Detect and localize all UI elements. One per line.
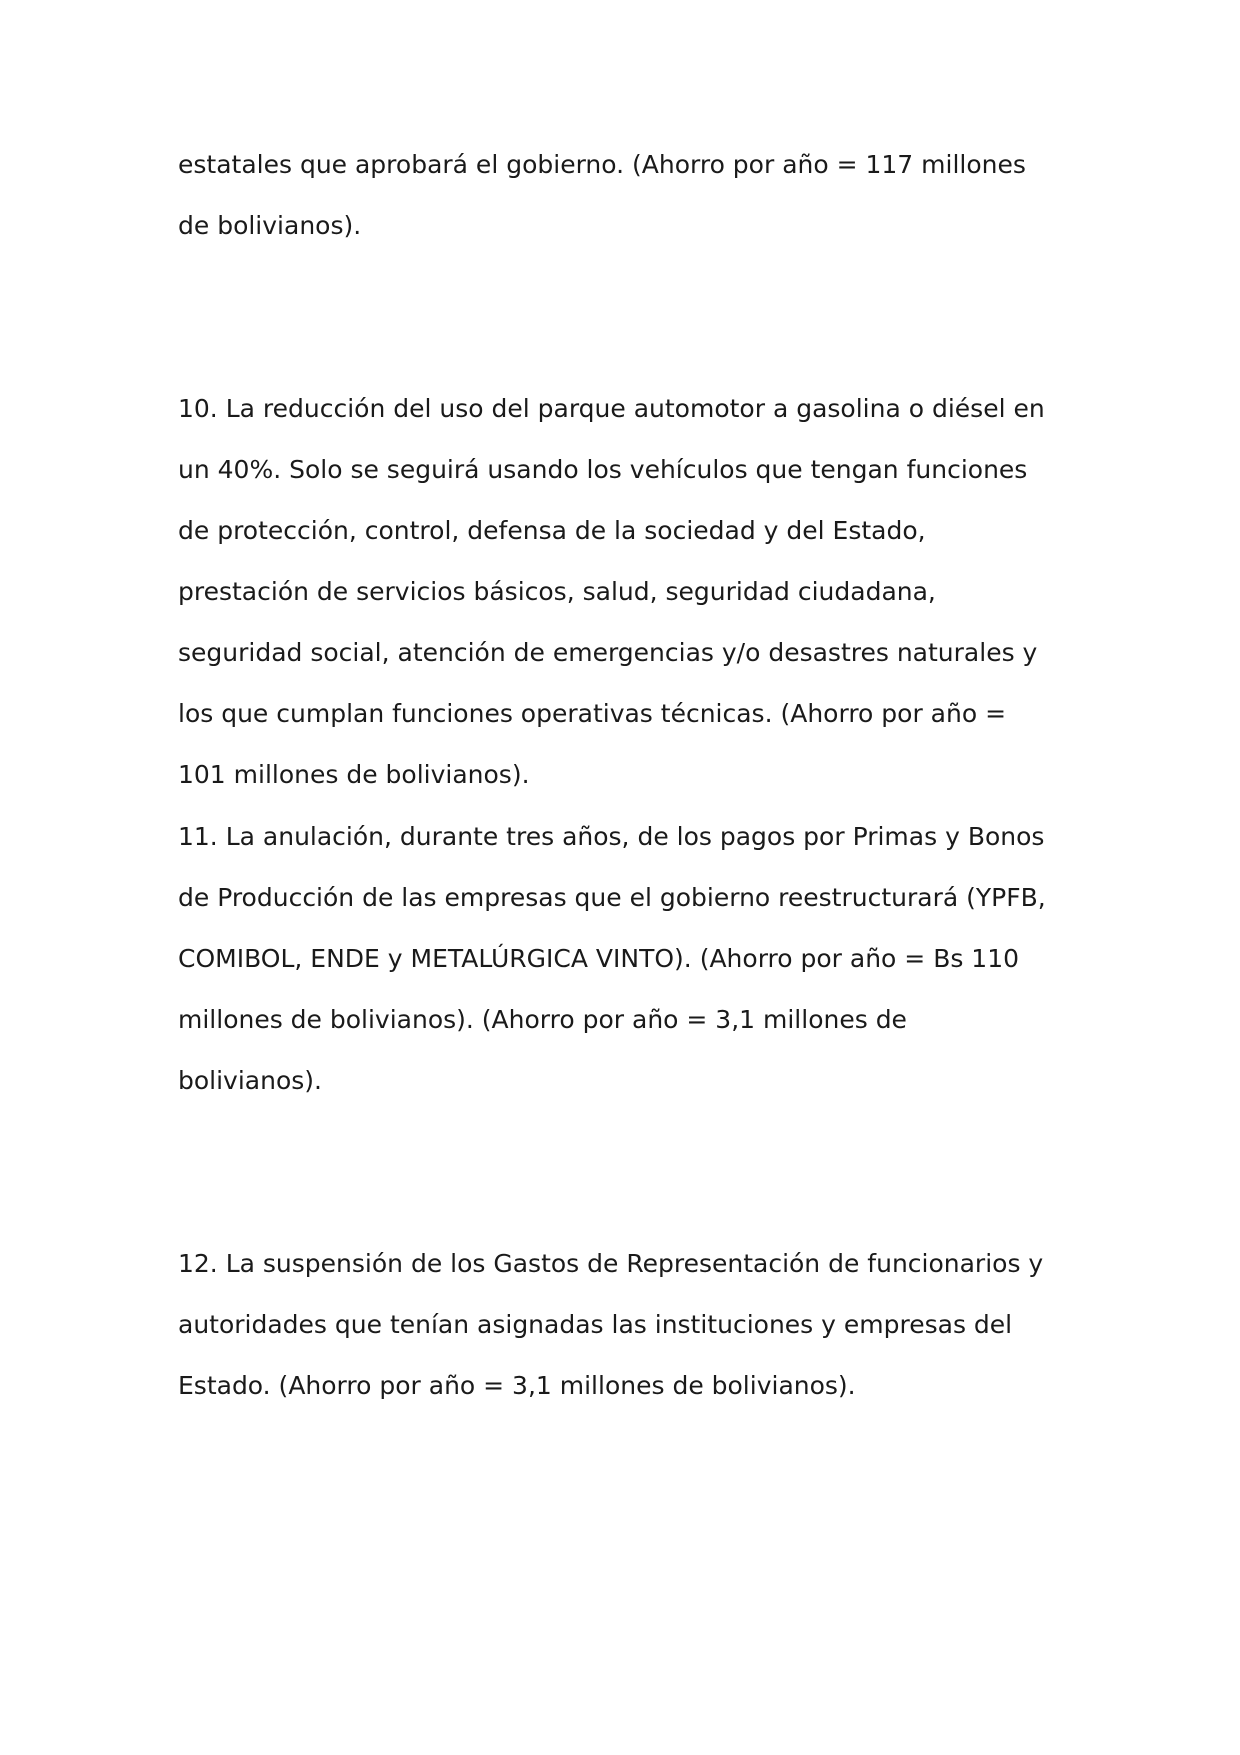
- paragraph-item-11: [178, 806, 1078, 1111]
- text-line: 11. La anulación, durante tres años, de los pagos por Primas y Bonos: [178, 822, 1045, 851]
- text-line: 10. La reducción del uso del parque automotor a gasolina o diésel en: [178, 394, 1045, 423]
- paragraph-item-12: [178, 1233, 1078, 1416]
- text-line: seguridad social, atención de emergencias y/o desastres naturales y: [178, 638, 1038, 667]
- text-line: 101 millones de bolivianos).: [178, 760, 530, 789]
- text-line: un 40%. Solo se seguirá usando los vehículos que tengan funciones: [178, 455, 1028, 484]
- text-line: de protección, control, defensa de la sociedad y del Estado,: [178, 516, 926, 545]
- text-line: autoridades que tenían asignadas las instituciones y empresas del: [178, 1310, 1013, 1339]
- text-line: de bolivianos).: [178, 211, 362, 240]
- paragraph-item-10: [178, 378, 1078, 805]
- text-line: COMIBOL, ENDE y METALÚRGICA VINTO). (Ahorro por año = Bs 110: [178, 944, 1020, 973]
- text-line: Estado. (Ahorro por año = 3,1 millones de bolivianos).: [178, 1371, 856, 1400]
- text-line: millones de bolivianos). (Ahorro por año = 3,1 millones de: [178, 1005, 907, 1034]
- text-line: los que cumplan funciones operativas técnicas. (Ahorro por año =: [178, 699, 1007, 728]
- text-line: bolivianos).: [178, 1066, 322, 1095]
- text-line: de Producción de las empresas que el gobierno reestructurará (YPFB,: [178, 883, 1046, 912]
- text-line: estatales que aprobará el gobierno. (Ahorro por año = 117 millones: [178, 150, 1026, 179]
- text-line: prestación de servicios básicos, salud, seguridad ciudadana,: [178, 577, 936, 606]
- text-line: 12. La suspensión de los Gastos de Representación de funcionarios y: [178, 1249, 1044, 1278]
- paragraph-continuation: [178, 134, 1078, 256]
